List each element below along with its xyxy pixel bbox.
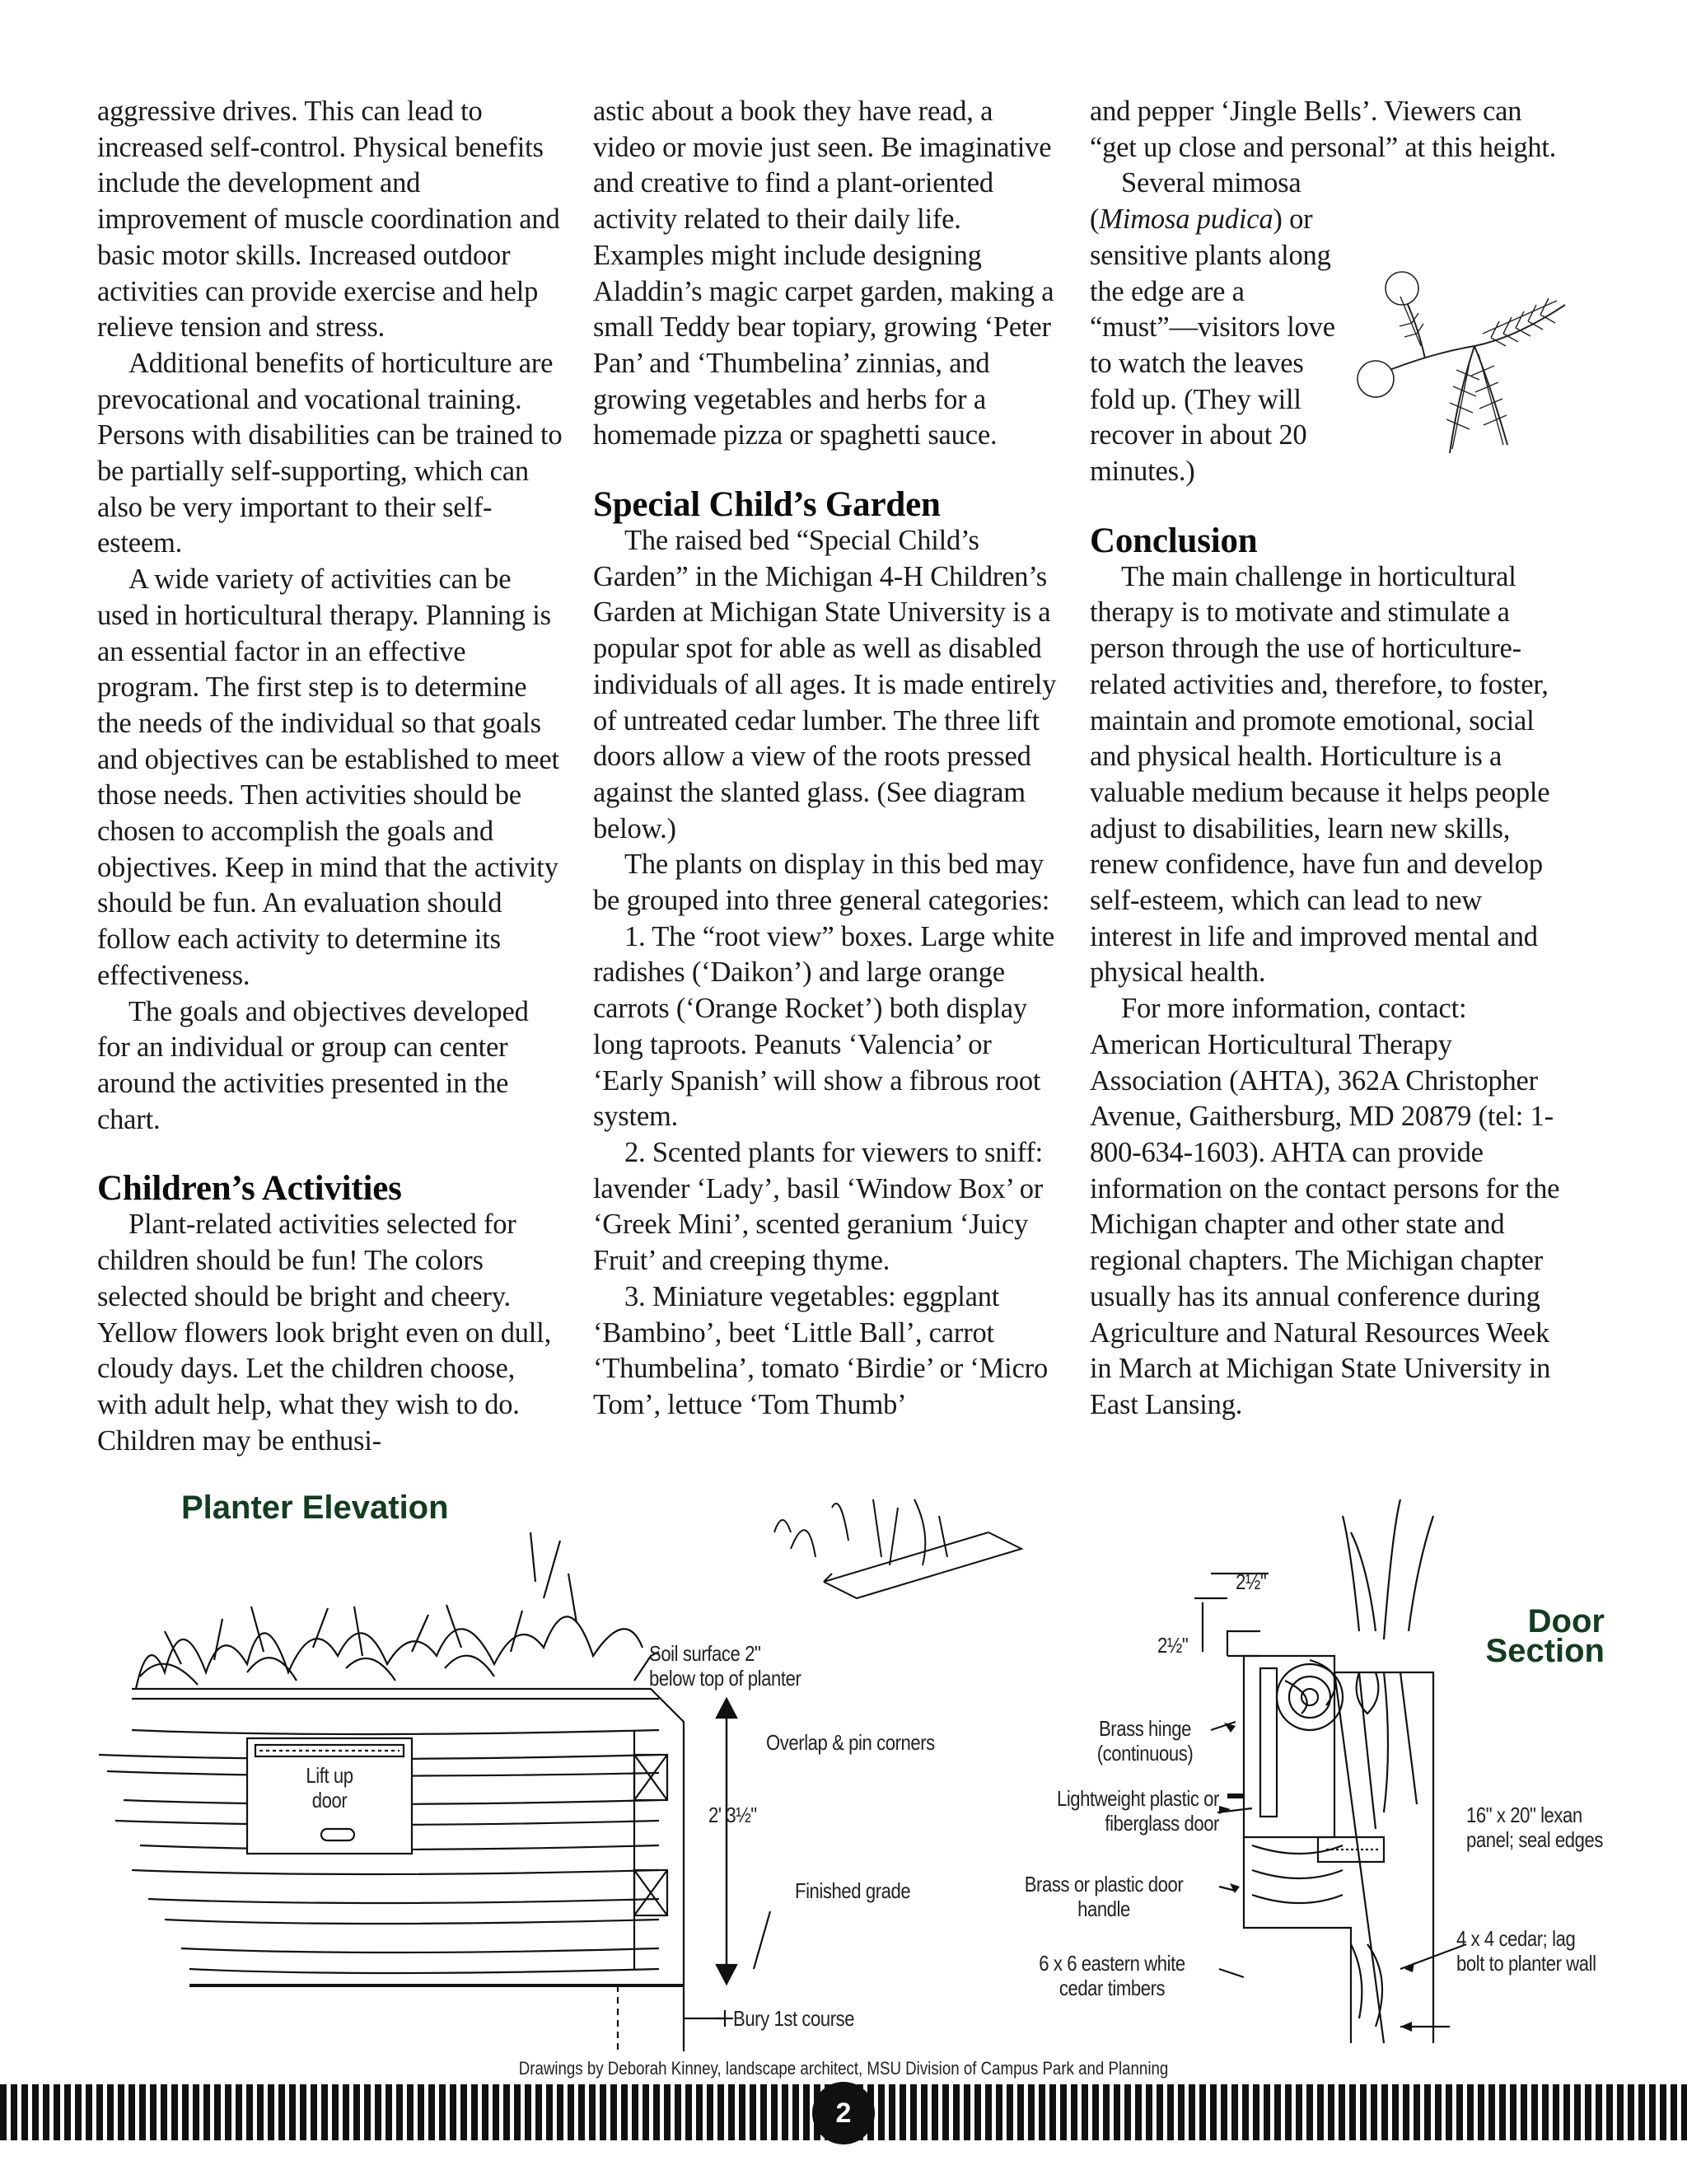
height-dimension-label: 2' 3½"	[708, 1803, 757, 1827]
paragraph: For more information, contact: American Horticultural Therapy Association (AHTA), 362A Christopher Avenue, Gaithersburg, MD 20879 (tel: 1-800-634-1603). AHTA can provide information on the contact persons for the Michigan chapter and other state and regional chapters. The Michigan chapter usually has its annual conference during Agriculture and Natural Resources Week in March at Michigan State University in East Lansing.	[1090, 993, 1560, 1420]
overlap-label: Overlap & pin corners	[766, 1730, 935, 1755]
plastic-door-label: Lightweight plastic or fiberglass door	[1056, 1786, 1219, 1836]
door-handle-label: Brass or plastic door handle	[1024, 1872, 1184, 1921]
planter-elevation-title: Planter Elevation	[181, 1490, 449, 1526]
planter-diagram-figure	[0, 1483, 1687, 2060]
soil-surface-label: Soil surface 2" below top of planter	[649, 1641, 801, 1691]
page-number: 2	[812, 2082, 875, 2144]
paragraph: 2. Scented plants for viewers to sniff: lavender ‘Lady’, basil ‘Window Box’ or ‘Greek Mini’, scented geranium ‘Juicy Fruit’ and creeping thyme.	[593, 1136, 1044, 1277]
paragraph: A wide variety of activities can be used in horticultural therapy. Planning is an essential factor in an effective program. The first step is to determine the needs of the individual so that goals and objectives can be established to meet those needs. Then activities should be chosen to accomplish the goals and objectives. Keep in mind that the activity should be fun. An evaluation should follow each activity to determine its effectiveness.	[97, 564, 559, 991]
paragraph: and pepper ‘Jingle Bells’. Viewers can “get up close and personal” at this height.	[1090, 96, 1557, 163]
section-heading-conclusion: Conclusion	[1090, 521, 1258, 560]
paragraph: The goals and objectives developed for an individual or group can center around the activities presented in the chart.	[97, 995, 529, 1135]
lift-door-label: Lift up door	[306, 1763, 353, 1812]
section-heading-special-garden: Special Child’s Garden	[593, 485, 941, 525]
door-section-title: Door Section	[1485, 1603, 1605, 1669]
paragraph: The main challenge in horticultural therapy is to motivate and stimulate a person through the use of horticulture-related activities and, therefore, to foster, maintain and promote emotional, social and physical health. Horticulture is a valuable medium because it helps people adjust to disabilities, learn new skills, renew confidence, have fun and develop self-esteem, which can lead to new interest in life and improved mental and physical health.	[1090, 560, 1550, 989]
paragraph: Plant-related activities selected for children should be fun! The colors selected should be bright and cheery. Yellow flowers look bright even on dull, cloudy days. Let the children choose, with adult help, what they wish to do. Children may be enthusi-	[97, 1209, 551, 1457]
paragraph: 1. The “root view” boxes. Large white radishes (‘Daikon’) and large orange carrots (‘Orange Rocket’) both display long taproots. Peanuts ‘Valencia’ or ‘Early Spanish’ will show a fibrous root system.	[593, 920, 1055, 1133]
brass-hinge-label: Brass hinge (continuous)	[1096, 1716, 1194, 1765]
text-column-2	[593, 94, 1060, 1424]
paragraph: The plants on display in this bed may be grouped into three general categories:	[593, 849, 1050, 917]
text-column-1	[97, 94, 563, 1459]
cedar-timbers-label: 6 x 6 eastern white cedar timbers	[1039, 1951, 1185, 2000]
dimension-side-label: 2½"	[1157, 1633, 1189, 1658]
section-heading-children: Children’s Activities	[97, 1169, 402, 1209]
paragraph: 3. Miniature vegetables: eggplant ‘Bambino’, beet ‘Little Ball’, carrot ‘Thumbelina’, tomato ‘Birdie’ or ‘Micro Tom’, lettuce ‘Tom Thumb’	[593, 1280, 1049, 1420]
paragraph-mimosa: Several mimosa (Mimosa pudica) or sensitive plants along the edge are a “must”—visitors love to watch the leaves fold up. (They will recover in about 20 minutes.)	[1090, 167, 1335, 488]
paragraph: aggressive drives. This can lead to increased self-control. Physical benefits include the development and improvement of muscle coordination and basic motor skills. Increased outdoor activities can provide exercise and help relieve tension and stress.	[97, 96, 560, 344]
paragraph: The raised bed “Special Child’s Garden” in the Michigan 4-H Children’s Garden at Michigan State University is a popular spot for able as well as disabled individuals of all ages. It is made entirely of untreated cedar lumber. The three lift doors allow a view of the roots pressed against the slanted glass. (See diagram below.)	[593, 525, 1057, 844]
paragraph: Additional benefits of horticulture are prevocational and vocational training. Persons with disabilities can be trained to be partially self-supporting, which can also be very important to their self-esteem.	[97, 347, 563, 559]
drawing-credit: Drawings by Deborah Kinney, landscape architect, MSU Division of Campus Park and Planning	[518, 2058, 1169, 2079]
dimension-top-label: 2½"	[1236, 1569, 1267, 1594]
mimosa-plant-illustration	[1351, 255, 1582, 470]
cedar-lag-bolt-label: 4 x 4 cedar; lag bolt to planter wall	[1456, 1926, 1596, 1976]
lexan-panel-label: 16" x 20" lexan panel; seal edges	[1466, 1803, 1604, 1852]
paragraph: astic about a book they have read, a video or movie just seen. Be imaginative and creative to find a plant-oriented activity related to their daily life. Examples might include designing Aladdin’s magic carpet garden, making a small Teddy bear topiary, growing ‘Peter Pan’ and ‘Thumbelina’ zinnias, and growing vegetables and herbs for a homemade pizza or spaghetti sauce.	[593, 96, 1054, 451]
finished-grade-label: Finished grade	[795, 1878, 911, 1903]
planter-drawing	[0, 1483, 1687, 2060]
bury-course-label: Bury 1st course	[733, 2006, 855, 2031]
